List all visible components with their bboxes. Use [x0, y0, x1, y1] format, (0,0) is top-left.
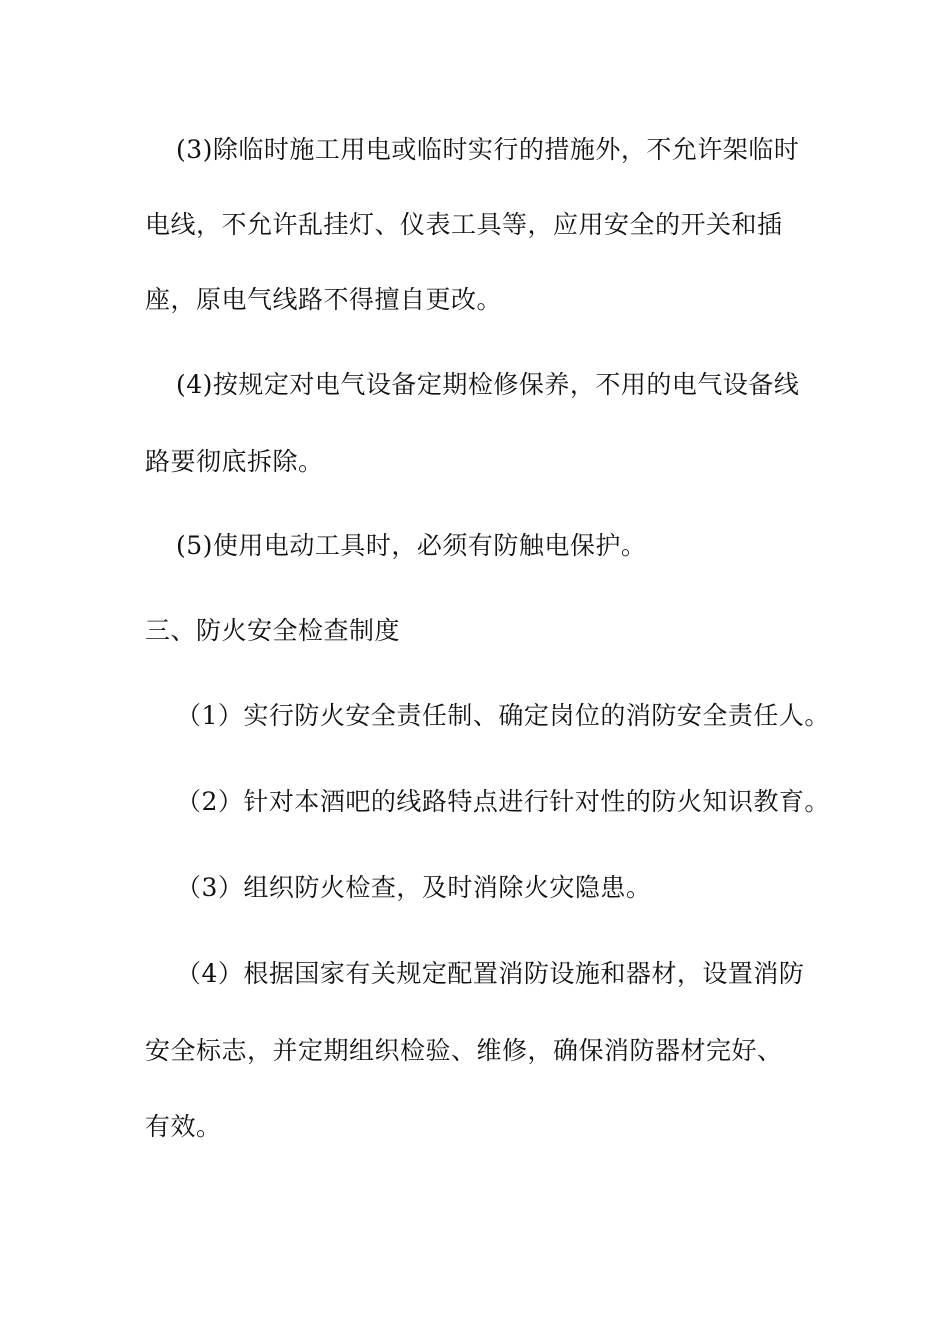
- item-1-line-1: （1）实行防火安全责任制、确定岗位的消防安全责任人。: [176, 701, 830, 730]
- section-heading: 三、防火安全检查制度: [145, 616, 401, 645]
- item-4-line-2: 安全标志，并定期组织检验、维修，确保消防器材完好、: [145, 1036, 783, 1065]
- paragraph-3-line-1: (3)除临时施工用电或临时实行的措施外，不允许架临时: [176, 135, 800, 164]
- paragraph-4-line-2: 路要彻底拆除。: [145, 447, 324, 476]
- paragraph-5-line-1: (5)使用电动工具时，必须有防触电保护。: [176, 531, 647, 560]
- paragraph-4-line-1: (4)按规定对电气设备定期检修保养，不用的电气设备线: [176, 370, 800, 399]
- item-3-line-1: （3）组织防火检查，及时消除火灾隐患。: [176, 873, 652, 902]
- paragraph-3-line-3: 座，原电气线路不得擅自更改。: [145, 285, 503, 314]
- item-4-line-1: （4）根据国家有关规定配置消防设施和器材，设置消防: [176, 959, 805, 988]
- paragraph-3-line-2: 电线，不允许乱挂灯、仪表工具等，应用安全的开关和插: [145, 210, 783, 239]
- item-4-line-3: 有效。: [145, 1112, 222, 1141]
- item-2-line-1: （2）针对本酒吧的线路特点进行针对性的防火知识教育。: [176, 787, 830, 816]
